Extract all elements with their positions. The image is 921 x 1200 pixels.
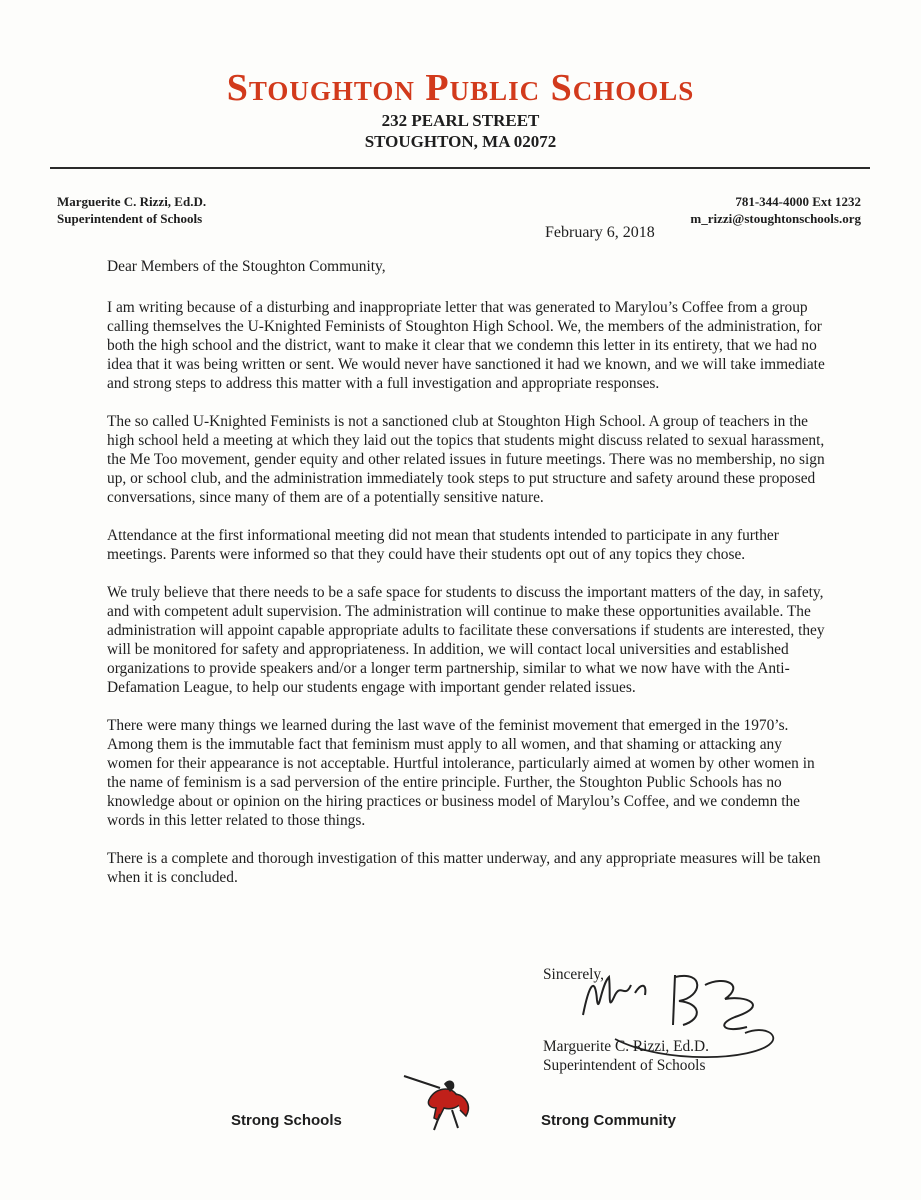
contact-block	[690, 193, 861, 227]
sender-name: Marguerite C. Rizzi, Ed.D.	[57, 194, 207, 209]
letterhead-address	[0, 110, 921, 152]
letterhead-city: STOUGHTON, MA 02072	[364, 132, 557, 151]
contact-phone: 781-344-4000 Ext 1232	[735, 194, 861, 209]
letterhead-title: Stoughton Public Schools	[226, 67, 695, 109]
footer-motto-right: Strong Community	[541, 1112, 676, 1129]
paragraph: Attendance at the first informational meeting did not mean that students intended to participate in any further meetings. Parents were informed so that they could have their students opt out of any topics they chose.	[107, 527, 779, 563]
knight-mascot-icon	[400, 1058, 480, 1138]
signature-block	[543, 1037, 709, 1075]
letterhead-street: 232 PEARL STREET	[381, 111, 540, 130]
signature-title: Superintendent of Schools	[543, 1057, 706, 1074]
signature-name: Marguerite C. Rizzi, Ed.D.	[543, 1038, 709, 1055]
contact-email: m_rizzi@stoughtonschools.org	[690, 211, 861, 226]
sender-title: Superintendent of Schools	[57, 211, 203, 226]
footer-motto-left: Strong Schools	[231, 1112, 342, 1129]
paragraph: There were many things we learned during the last wave of the feminist movement that emerged in the 1970’s. Among them is the immutable fact that feminism must apply to all women, and that shaming or attacking any women for their appearance is not acceptable. Hurtful intolerance, particularly aimed at women by other women in the name of feminism is a sad perversion of the entire principle. Further, the Stoughton Public Schools has no knowledge about or opinion on the hiring practices or business model of Marylou’s Coffee, and we condemn the words in this letter related to those things.	[107, 717, 815, 829]
paragraph: There is a complete and thorough investigation of this matter underway, and any appropriate measures will be taken when it is concluded.	[107, 850, 821, 886]
letter-body	[107, 257, 827, 906]
salutation: Dear Members of the Stoughton Community,	[107, 258, 386, 275]
paragraph: We truly believe that there needs to be a safe space for students to discuss the important matters of the day, in safety, and with competent adult supervision. The administration will continue to make these opportunities available. The administration will appoint capable appropriate adults to facilitate these conversations if students are interested, they will be monitored for safety and appropriateness. In addition, we will contact local universities and established organizations to provide speakers and/or a longer term partnership, similar to what we now have with the Anti-Defamation League, to help our students engage with important gender related issues.	[107, 584, 825, 696]
closing: Sincerely,	[543, 966, 604, 983]
paragraph: The so called U-Knighted Feminists is not a sanctioned club at Stoughton High School. A group of teachers in the high school held a meeting at which they laid out the topics that students might discuss related to sexual harassment, the Me Too movement, gender equity and other related issues in future meetings. There was no membership, no sign up, or school club, and the administration immediately took steps to put structure and safety around these proposed conversations, since many of them are of a potentially sensitive nature.	[107, 413, 825, 506]
letter-date: February 6, 2018	[545, 224, 655, 241]
header-divider	[50, 167, 870, 169]
sender-block	[57, 193, 206, 227]
paragraph: I am writing because of a disturbing and inappropriate letter that was generated to Marylou’s Coffee from a group calling themselves the U-Knighted Feminists of Stoughton High School. We, the members of the administration, for both the high school and the district, want to make it clear that we condemn this letter in its entirety, that we had no idea that it was being written or sent. We would never have sanctioned it had we known, and we will take immediate and strong steps to address this matter with a full investigation and appropriate responses.	[107, 299, 825, 392]
